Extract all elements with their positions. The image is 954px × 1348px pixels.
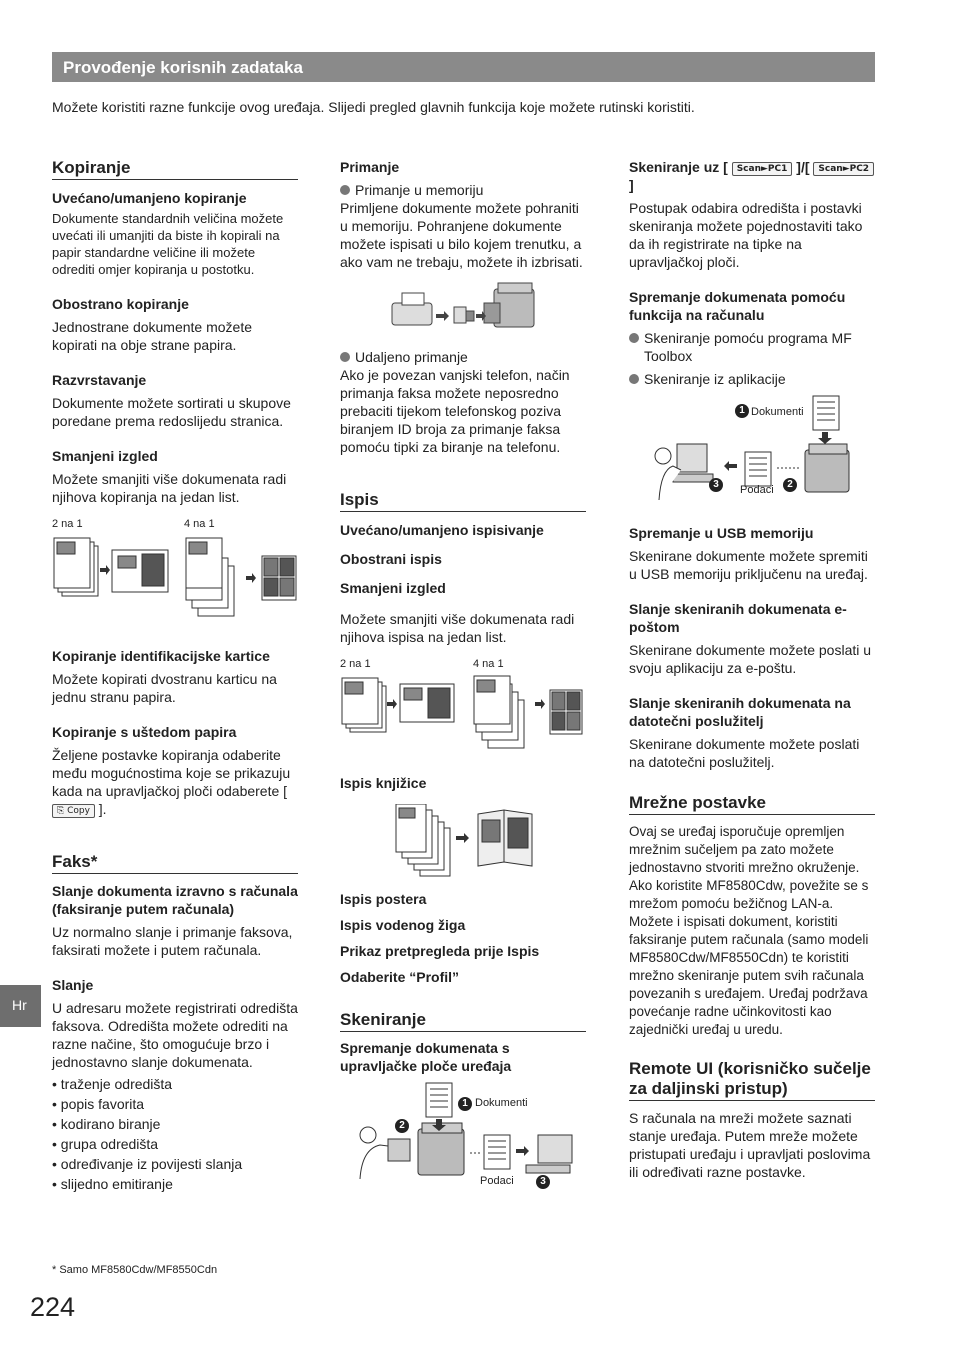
ispis-more-1: Ispis postera [340,891,427,907]
kopiranje-heading: Kopiranje [52,158,298,180]
fig-4na1-label: 4 na 1 [473,658,504,670]
list-item: • popis favorita [52,1096,145,1112]
bullet-dot-icon [629,333,639,343]
list-item: • traženje odredišta [52,1076,173,1092]
scan-pc2-key-icon: Scan►PC2 [813,162,874,176]
print-layout-figure [340,658,586,758]
scan-keys-sub-start: Skeniranje uz [ [629,159,728,175]
intro-text: Možete koristiti razne funkcije ovog uređaja. Slijedi pregled glavnih funkcija koje možete rutinski koristiti. [52,99,695,115]
page-number: 224 [30,1292,76,1322]
scan-keys-sub-end: ] [629,177,634,193]
id-card-sub: Kopiranje identifikacijske kartice [52,648,270,664]
usb-text: Skenirane dokumente možete spremiti u USB memoriju priključenu na uređaj. [629,548,868,582]
mail-text: Skenirane dokumente možete poslati u svoju aplikaciju za e-poštu. [629,642,872,676]
kop-text-1: Dokumente standardnih veličina možete uvećati ili umanjiti da biste ih kopirali na papir standardne veličine ili možete odrediti omjer kopiranja u postotku. [52,211,284,277]
file-sub: Slanje skeniranih dokumenata na datotečni poslužitelj [629,695,851,729]
ispis-sub-3: Smanjeni izgled [340,580,446,596]
remote-ui-heading: Remote UI (korisničko sučelje za daljinski pristup) [629,1059,875,1101]
language-tab-label: Hr [12,997,27,1013]
primanje-remote-text: Ako je povezan vanjski telefon, način primanja faksa možete neposredno prebaciti tijekom telefonskog poziva biranjem ID broja za primanje faksa pomoću tipki za biranje na telefonu. [340,367,570,455]
usb-sub: Spremanje u USB memoriju [629,525,814,541]
step-2-icon: 2 [395,1119,409,1133]
kop-sub-3: Razvrstavanje [52,372,147,388]
fig-doc-label: Dokumenti [751,406,804,418]
primanje-mem-text: Primljene dokumente možete pohraniti u memoriju. Pohranjene dokumente možete ispisati u bilo kojem trenutku, a ako vam ne trebaju, možete ih izbrisati. [340,200,583,270]
primanje-sub: Primanje [340,159,400,175]
fig-doc-label: Dokumenti [475,1097,528,1109]
ispis-more-2: Ispis vodenog žiga [340,917,466,933]
ispis-more-3: Prikaz pretpregleda prije Ispis [340,943,540,959]
eco-text-body: Željene postavke kopiranja odaberite među mogućnostima koje se prikazuju kada na upravljačkoj ploči odaberete [ [52,747,291,799]
skeniranje-heading: Skeniranje [340,1010,586,1032]
list-item: • kodirano biranje [52,1116,161,1132]
step-3-icon: 3 [536,1175,550,1189]
list-item: • slijedno emitiranje [52,1176,173,1192]
footnote: * Samo MF8580Cdw/MF8550Cdn [52,1264,218,1276]
booklet-sub: Ispis knjižice [340,775,427,791]
scan-keys-text: Postupak odabira odredišta i postavki skeniranja možete pojednostaviti tako da ih registrirate na tipke na upravljačkoj ploči. [629,200,863,270]
pc-sub: Spremanje dokumenata pomoću funkcija na računalu [629,289,846,323]
kop-text-3: Dokumente možete sortirati u skupove poredane prema redoslijedu stranica. [52,395,291,429]
language-tab [0,985,41,1027]
booklet-diagram-icon [394,804,534,880]
faks-pc-sub: Slanje dokumenta izravno s računala (faksiranje putem računala) [52,883,298,917]
bullet-dot-icon [340,185,350,195]
kop-text-4: Možete smanjiti više dokumenata radi njihova kopiranja na jedan list. [52,471,287,505]
faks-heading: Faks* [52,852,298,874]
ispis-text: Možete smanjiti više dokumenata radi njihova ispisa na jedan list. [340,611,575,645]
pc-bullet-2: Skeniranje iz aplikacije [629,370,875,388]
network-text: Ovaj se uređaj isporučuje opremljen mrežnim sučeljem pa zato možete jednostavno stvoriti mrežno okruženje. Ako koristite MF8580Cdw, povežite se s mrežom pomoću bežičnog LAN-a. Možete i ispisati dokument, koristiti faksiranje putem računala (samo modeli MF8580Cdw/MF8550Cdn) te koristiti mrežno skeniranje putem svih računala povezanih s uređajem. Uređaj podržava povećanje radne učinkovitosti kao zajednički uređaj u uredu. [629,824,869,1037]
remote-ui-text: S računala na mreži možete saznati stanje uređaja. Putem mreže možete pristupati uređaju i upravljati poslovima ili određivati razne postavke. [629,1110,871,1180]
ispis-sub-1: Uvećano/umanjeno ispisivanje [340,522,544,538]
faks-pc-text: Uz normalno slanje i primanje faksova, faksirati možete i putem računala. [52,924,293,958]
copy-key-label: Copy [67,806,90,816]
column-2 [340,158,586,1203]
mail-sub: Slanje skeniranih dokumenata e-poštom [629,601,847,635]
kop-sub-4: Smanjeni izgled [52,448,158,464]
section-header-bar [52,52,875,82]
ispis-heading: Ispis [340,490,586,512]
skeniranje-sub: Spremanje dokumenata s upravljačke ploče uređaja [340,1040,512,1074]
copy-key-icon: ⎘ Copy [52,804,95,818]
eco-text-end: ]. [98,801,107,817]
fig-data-label: Podaci [480,1175,514,1187]
ispis-sub-2: Obostrani ispis [340,551,442,567]
fax-memory-figure-icon [388,279,538,337]
ispis-more-4: Odaberite “Profil” [340,969,460,985]
scan-keys-sub-mid: ]/[ [796,159,810,175]
eco-sub: Kopiranje s uštedom papira [52,724,237,740]
step-1-icon: 1 [735,404,749,418]
faks-bullet-list [52,1074,298,1194]
copy-layout-figure [52,518,298,628]
faks-send-text: U adresaru možete registrirati odredišta faksova. Odredišta možete odrediti na razne načine, što omogućuje brzo i jednostavno slanje dokumenata. [52,1000,298,1070]
column-3 [629,158,875,1181]
nup-diagram-icon [52,532,298,628]
fig-data-label: Podaci [740,484,774,496]
eco-text [52,746,298,818]
list-item: • određivanje iz povijesti slanja [52,1156,243,1172]
scan-panel-figure [340,1079,586,1203]
fig-2na1-label: 2 na 1 [52,518,83,530]
pc-bullet-1: Skeniranje pomoću programa MF Toolbox [629,329,875,365]
bullet-dot-icon [340,352,350,362]
scan-pc1-key-icon: Scan►PC1 [732,162,793,176]
network-heading: Mrežne postavke [629,793,875,815]
scan-keys-sub [629,158,875,194]
faks-send-sub: Slanje [52,977,94,993]
nup-print-diagram-icon [340,672,586,758]
id-card-text: Možete kopirati dvostranu karticu na jednu stranu papira. [52,671,277,705]
kop-sub-2: Obostrano kopiranje [52,296,189,312]
kop-text-2: Jednostrane dokumente možete kopirati na obje strane papira. [52,319,253,353]
fig-2na1-label: 2 na 1 [340,658,371,670]
primanje-mem-bullet: Primanje u memoriju [340,181,586,199]
section-header-title: Provođenje korisnih zadataka [63,58,303,77]
step-3-icon: 3 [709,478,723,492]
scan-pc-figure [629,394,875,510]
fig-4na1-label: 4 na 1 [184,518,215,530]
list-item: • grupa odredišta [52,1136,159,1152]
column-1 [52,158,298,1194]
step-2-icon: 2 [783,478,797,492]
primanje-remote-bullet: Udaljeno primanje [340,348,586,366]
bullet-dot-icon [629,374,639,384]
file-text: Skenirane dokumente možete poslati na datotečni poslužitelj. [629,736,860,770]
step-1-icon: 1 [458,1097,472,1111]
kop-sub-1: Uvećano/umanjeno kopiranje [52,190,247,206]
